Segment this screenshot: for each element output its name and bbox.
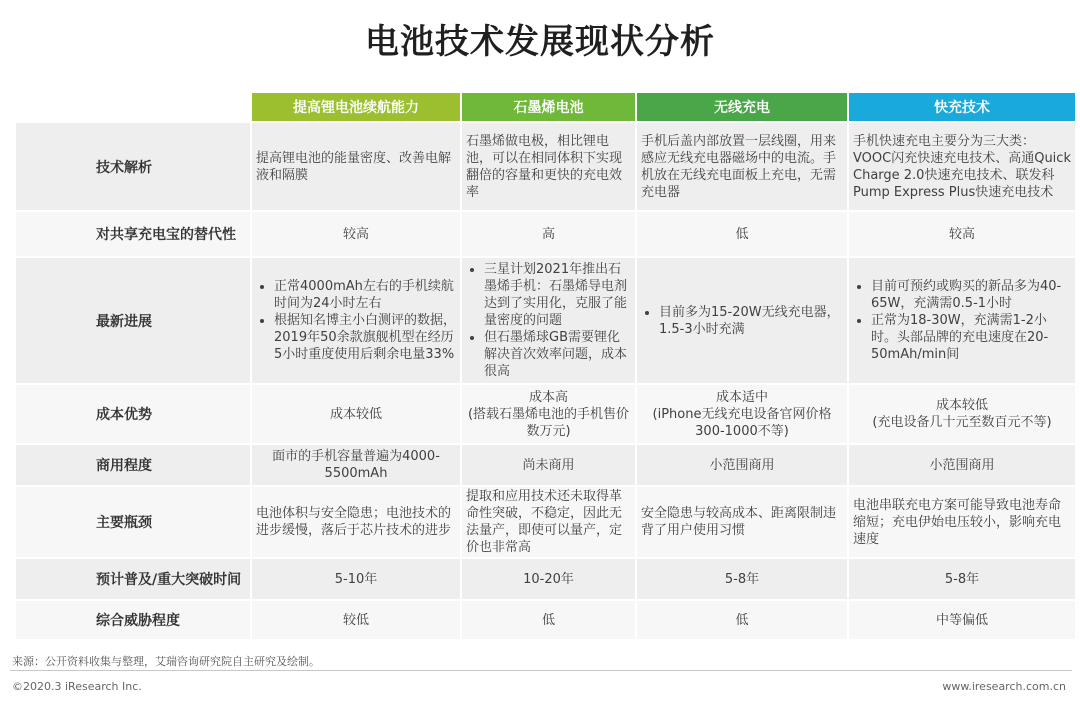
cell-note: (充电设备几十元至数百元不等) (872, 415, 1052, 430)
table-row-substitutability (15, 211, 1076, 257)
cell-note: (iPhone无线充电设备官网价格300-1000不等) (652, 406, 832, 439)
bullet-list (466, 261, 631, 380)
table-cell: 小范围商用 (848, 444, 1076, 486)
cell-note: (搭载石墨烯电池的手机售价数万元) (467, 406, 630, 439)
table-row-commercial-level (15, 444, 1076, 486)
table-cell (251, 257, 461, 384)
row-label: 技术解析 (15, 122, 251, 211)
cell-line: 成本适中 (715, 389, 768, 405)
table-cell: 10-20年 (461, 558, 636, 600)
column-header-wireless: 无线充电 (636, 92, 848, 122)
table-row-breakthrough-time (15, 558, 1076, 600)
row-label: 对共享充电宝的替代性 (15, 211, 251, 257)
table-cell: 手机快速充电主要分为三大类：VOOC闪充快速充电技术、高通Quick Charge 2.0快速充电技术、联发科Pump Express Plus快速充电技术 (848, 122, 1076, 211)
table-row-tech-analysis (15, 122, 1076, 211)
table-cell (461, 257, 636, 384)
bullet-list (853, 278, 1071, 363)
row-label: 最新进展 (15, 257, 251, 384)
cell-line: 成本较低 (329, 406, 382, 422)
table-cell: 石墨烯做电极，相比锂电池，可以在相同体积下实现翻倍的容量和更快的充电效率 (461, 122, 636, 211)
table-cell (636, 257, 848, 384)
table-row-threat-level (15, 600, 1076, 640)
table-cell: 电池串联充电方案可能导致电池寿命缩短；充电伊始电压较小，影响充电速度 (848, 486, 1076, 558)
header-row (15, 92, 1076, 122)
column-header-battery-life: 提高锂电池续航能力 (251, 92, 461, 122)
table-cell (848, 257, 1076, 384)
row-label: 预计普及/重大突破时间 (15, 558, 251, 600)
list-item: • 根据知名博主小白测评的数据，2019年50余款旗舰机型在经历5小时重度使用后剩余电量33% (274, 312, 456, 363)
table-cell: 较高 (848, 211, 1076, 257)
column-header-fast-charge: 快充技术 (848, 92, 1076, 122)
cell-line: 成本高 (528, 389, 568, 405)
table-row-bottleneck (15, 486, 1076, 558)
footer-divider (10, 670, 1072, 671)
row-label: 主要瓶颈 (15, 486, 251, 558)
list-item: • 但石墨烯球GB需要锂化解决首次效率问题，成本很高 (484, 329, 631, 380)
table-cell: 5-10年 (251, 558, 461, 600)
table-cell: 尚未商用 (461, 444, 636, 486)
table-row-latest-progress (15, 257, 1076, 384)
table-cell: 5-8年 (848, 558, 1076, 600)
table-row-cost-advantage (15, 384, 1076, 444)
table-cell: 中等偏低 (848, 600, 1076, 640)
copyright-text: ©2020.3 iResearch Inc. (12, 680, 142, 693)
list-item: • 正常4000mAh左右的手机续航时间为24小时左右 (274, 278, 456, 312)
table-cell: 安全隐患与较高成本、距离限制违背了用户使用习惯 (636, 486, 848, 558)
table-cell: 手机后盖内部放置一层线圈，用来感应无线充电器磁场中的电流。手机放在无线充电面板上充电，无需充电器 (636, 122, 848, 211)
table-cell: 较高 (251, 211, 461, 257)
source-note: 来源：公开资料收集与整理，艾瑞咨询研究院自主研究及绘制。 (12, 655, 320, 668)
column-header-graphene: 石墨烯电池 (461, 92, 636, 122)
table-cell: 提取和应用技术还未取得革命性突破，不稳定，因此无法量产，即使可以量产，定价也非常高 (461, 486, 636, 558)
list-item: • 正常为18-30W，充满需1-2小时。头部品牌的充电速度在20-50mAh/min间 (871, 312, 1071, 363)
table-cell: 电池体积与安全隐患；电池技术的进步缓慢，落后于芯片技术的进步 (251, 486, 461, 558)
table-cell: 提高锂电池的能量密度、改善电解液和隔膜 (251, 122, 461, 211)
table-cell: 高 (461, 211, 636, 257)
website-text: www.iresearch.com.cn (942, 680, 1066, 693)
table-cell: 小范围商用 (636, 444, 848, 486)
bullet-list (256, 278, 456, 363)
list-item: • 目前可预约或购买的新品多为40-65W，充满需0.5-1小时 (871, 278, 1071, 312)
list-item: • 目前多为15-20W无线充电器，1.5-3小时充满 (659, 304, 843, 338)
row-label: 成本优势 (15, 384, 251, 444)
table-cell: 低 (461, 600, 636, 640)
cell-line: 成本较低 (935, 398, 988, 413)
page-title: 电池技术发展现状分析 (365, 22, 715, 62)
table-cell: 5-8年 (636, 558, 848, 600)
table-cell: 低 (636, 211, 848, 257)
comparison-table (14, 91, 1077, 641)
bullet-list (641, 304, 843, 338)
list-item: • 三星计划2021年推出石墨烯手机：石墨烯导电剂达到了实用化，克服了能量密度的问题 (484, 261, 631, 329)
table-cell (251, 384, 461, 444)
table-cell: 面市的手机容量普遍为4000-5500mAh (251, 444, 461, 486)
header-corner (15, 92, 251, 122)
table-cell (636, 384, 848, 444)
table-cell (461, 384, 636, 444)
row-label: 综合威胁程度 (15, 600, 251, 640)
table-cell (848, 384, 1076, 444)
row-label: 商用程度 (15, 444, 251, 486)
table-cell: 低 (636, 600, 848, 640)
table-cell: 较低 (251, 600, 461, 640)
